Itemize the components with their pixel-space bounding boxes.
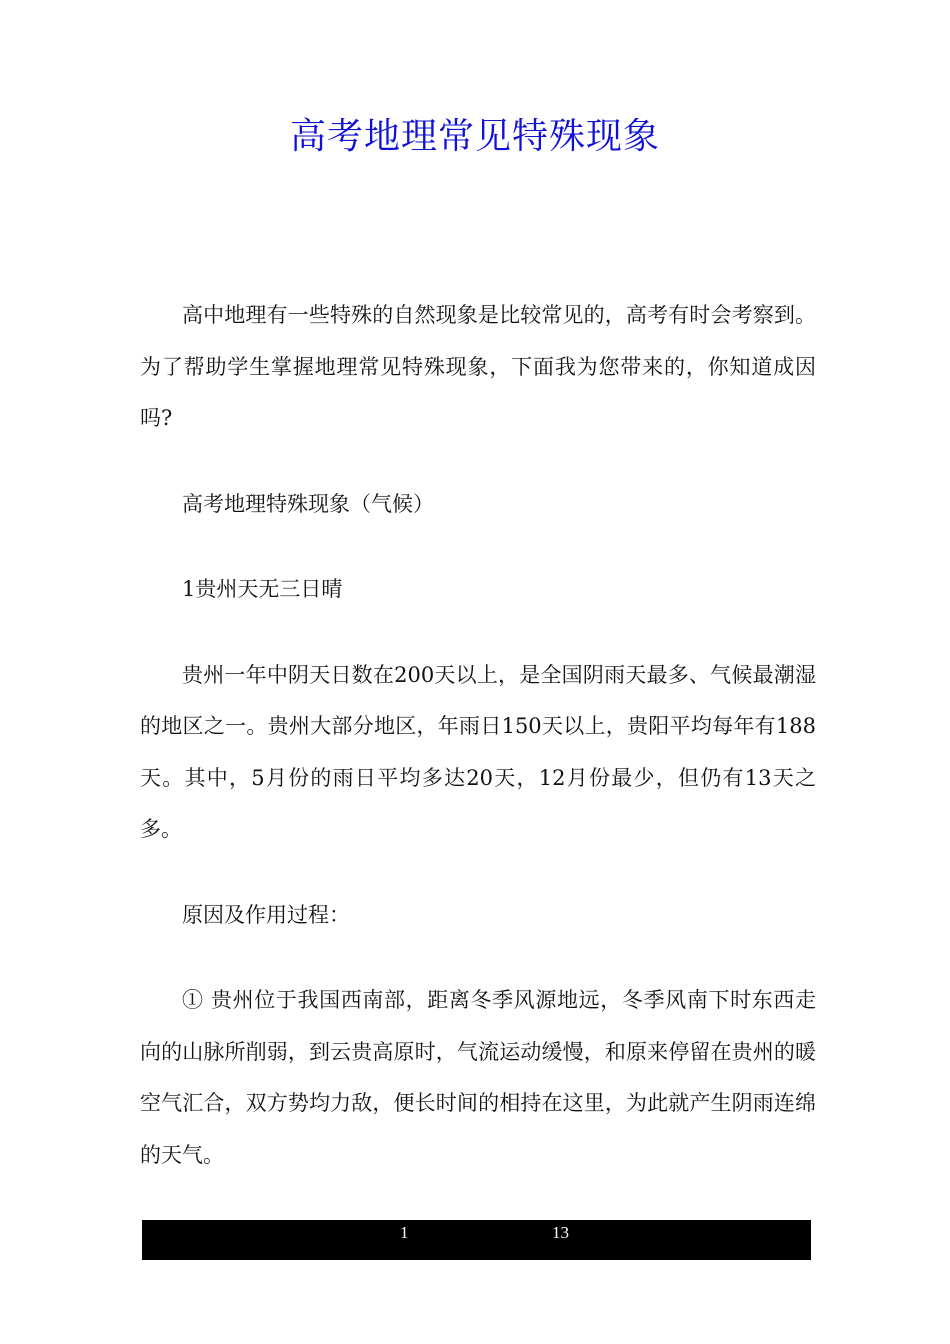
page-total: 13 bbox=[552, 1223, 569, 1242]
document-body bbox=[140, 290, 816, 1215]
reason-paragraph: ① 贵州位于我国西南部，距离冬季风源地远，冬季风南下时东西走向的山脉所削弱，到云贵高原时，气流运动缓慢，和原来停留在贵州的暖空气汇合，双方势均力敌，便长时间的相持在这里，为此就产生阴雨连绵的天气。 bbox=[140, 988, 816, 1167]
page-footer-bar bbox=[142, 1220, 811, 1260]
intro-paragraph: 高中地理有一些特殊的自然现象是比较常见的，高考有时会考察到。为了帮助学生掌握地理常见特殊现象，下面我为您带来的，你知道成因吗? bbox=[140, 303, 816, 430]
reason-heading: 原因及作用过程： bbox=[182, 902, 350, 927]
section-heading: 高考地理特殊现象（气候） bbox=[182, 491, 434, 516]
description-paragraph: 贵州一年中阴天日数在200天以上，是全国阴雨天最多、气候最潮湿的地区之一。贵州大部分地区，年雨日150天以上，贵阳平均每年有188天。其中，5月份的雨日平均多达20天，12月份最少，但仍有13天之多。 bbox=[140, 662, 816, 841]
item-heading: 1贵州天无三日晴 bbox=[182, 577, 343, 601]
page-number: 1 bbox=[400, 1223, 409, 1242]
document-title: 高考地理常见特殊现象 bbox=[289, 116, 660, 157]
